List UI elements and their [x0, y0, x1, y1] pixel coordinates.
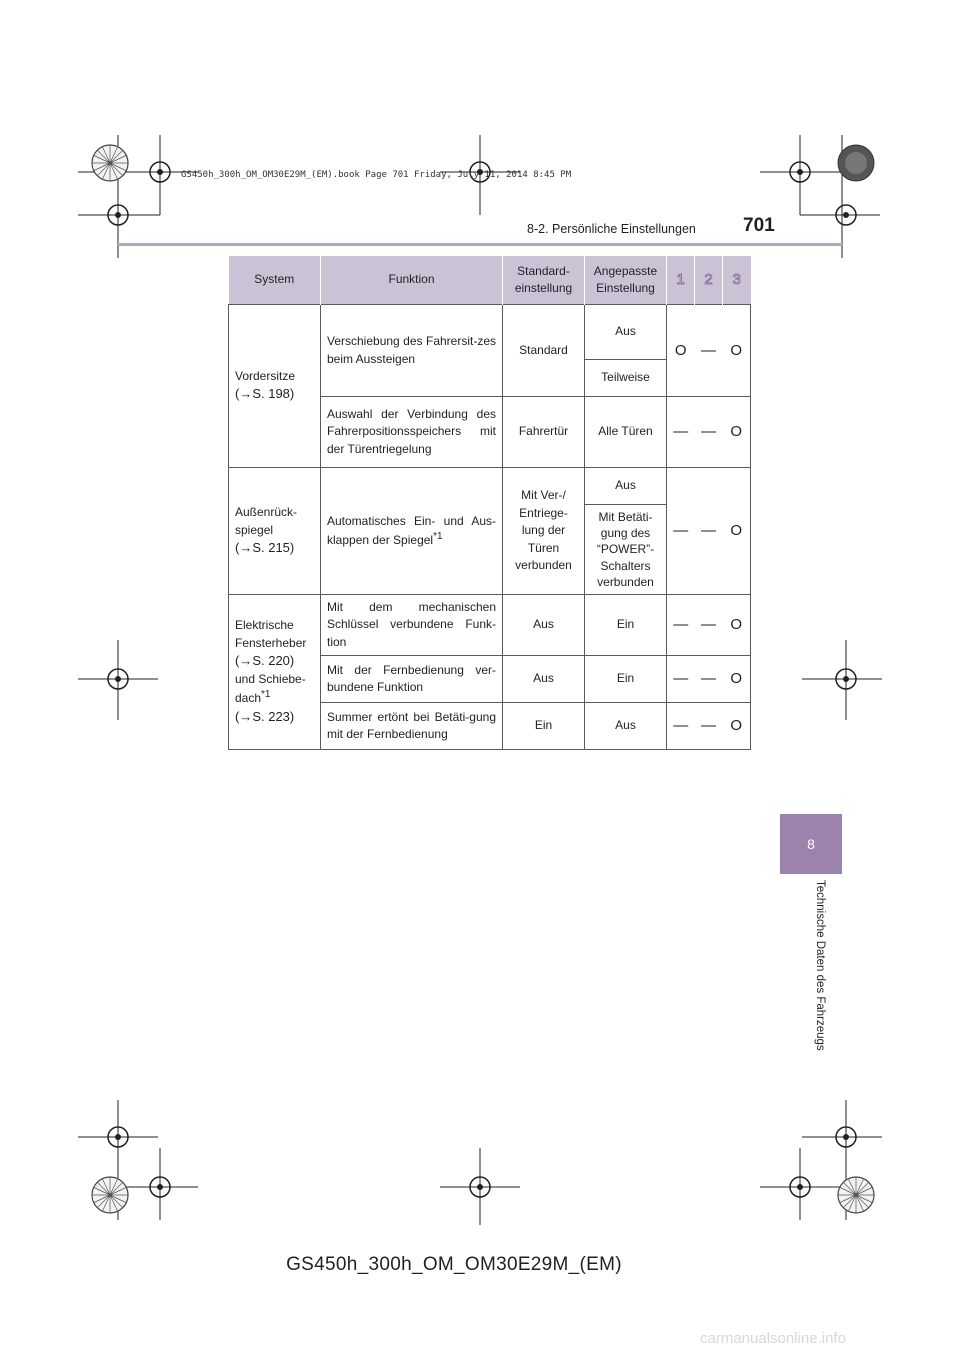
- option-cell: Ein: [585, 656, 667, 703]
- system-name: Außenrück- spiegel: [235, 505, 298, 537]
- table-row: [229, 594, 751, 655]
- method-2-cell: —: [695, 703, 723, 750]
- header-standard: Standard- einstellung: [503, 256, 585, 305]
- document-code-text: GS450h_300h_OM_OM30E29M_(EM): [286, 1254, 622, 1275]
- method-1-cell: —: [667, 703, 695, 750]
- table-row: [229, 468, 751, 505]
- table-row: [229, 305, 751, 360]
- option-cell: Alle Türen: [585, 397, 667, 468]
- option-cell: Aus: [585, 703, 667, 750]
- standard-cell: Aus: [503, 656, 585, 703]
- page-reference: (→S. 223): [235, 708, 295, 724]
- function-cell: [321, 468, 503, 595]
- option-cell: Teilweise: [585, 360, 667, 397]
- system-aussenspiegel: [229, 468, 321, 595]
- method-1-cell: —: [667, 397, 695, 468]
- watermark: carmanualsonline.info: [700, 1330, 846, 1347]
- method-3-cell: O: [723, 305, 751, 397]
- book-file-line: GS450h_300h_OM_OM30E29M_(EM).book Page 701 Friday, July 11, 2014 8:45 PM: [181, 170, 572, 180]
- method-1-cell: —: [667, 594, 695, 655]
- section-title: 8-2. Persönliche Einstellungen: [527, 222, 696, 236]
- standard-cell: Fahrertür: [503, 397, 585, 468]
- method-3-cell: O: [723, 656, 751, 703]
- method-2-cell: —: [695, 656, 723, 703]
- function-cell: Summer ertönt bei Betäti-gung mit der Fernbedienung: [321, 703, 503, 750]
- option-cell: Aus: [585, 468, 667, 505]
- header-angepasst: Angepasste Einstellung: [585, 256, 667, 305]
- function-cell: Auswahl der Verbindung des Fahrerpositionsspeichers mit der Türentriegelung: [321, 397, 503, 468]
- method-3-cell: O: [723, 468, 751, 595]
- function-cell: Verschiebung des Fahrersit-zes beim Aussteigen: [321, 305, 503, 397]
- standard-cell: Mit Ver-/ Entriege- lung der Türen verbunden: [503, 468, 585, 595]
- standard-cell: Aus: [503, 594, 585, 655]
- method-1-cell: —: [667, 468, 695, 595]
- custom-method-2-icon: 2: [704, 271, 713, 289]
- method-1-cell: O: [667, 305, 695, 397]
- custom-method-1-icon: 1: [676, 271, 685, 289]
- method-3-cell: O: [723, 594, 751, 655]
- system-fenster: [229, 594, 321, 749]
- option-cell: Ein: [585, 594, 667, 655]
- custom-method-3-icon: 3: [732, 271, 741, 289]
- page-reference: (→S. 198): [235, 386, 295, 402]
- method-2-cell: —: [695, 305, 723, 397]
- chapter-tab[interactable]: 8: [780, 814, 842, 874]
- method-2-cell: —: [695, 397, 723, 468]
- function-cell: Mit dem mechanischen Schlüssel verbundene Funk-tion: [321, 594, 503, 655]
- option-cell: Aus: [585, 305, 667, 360]
- method-2-cell: —: [695, 468, 723, 595]
- header-col-1: [667, 256, 695, 305]
- chapter-label: Technische Daten des Fahrzeugs: [814, 880, 826, 1051]
- method-1-cell: —: [667, 656, 695, 703]
- footnote-mark: *1: [261, 689, 271, 701]
- header-col-2: [695, 256, 723, 305]
- page-number: 701: [743, 215, 775, 236]
- system-name: Elektrische Fensterheber: [235, 618, 307, 650]
- header-rule: [118, 243, 842, 246]
- system-name: Vordersitze: [235, 368, 296, 383]
- function-cell: Mit der Fernbedienung ver-bundene Funktion: [321, 656, 503, 703]
- function-text: Automatisches Ein- und Aus-klappen der Spiegel: [327, 513, 496, 547]
- footnote-mark: *1: [433, 530, 443, 542]
- header-col-3: [723, 256, 751, 305]
- method-3-cell: O: [723, 397, 751, 468]
- method-2-cell: —: [695, 594, 723, 655]
- standard-cell: Standard: [503, 305, 585, 397]
- method-3-cell: O: [723, 703, 751, 750]
- header-system: System: [229, 256, 321, 305]
- page-reference: (→S. 220): [235, 653, 295, 669]
- header-funktion: Funktion: [321, 256, 503, 305]
- page-reference: (→S. 215): [235, 539, 295, 555]
- system-vordersitze: [229, 305, 321, 468]
- system-name: und Schiebe- dach: [235, 672, 306, 706]
- settings-table: [228, 256, 751, 750]
- table-header-row: [229, 256, 751, 305]
- standard-cell: Ein: [503, 703, 585, 750]
- document-code: [0, 1254, 960, 1276]
- option-cell: Mit Betäti- gung des “POWER”- Schalters verbunden: [585, 505, 667, 595]
